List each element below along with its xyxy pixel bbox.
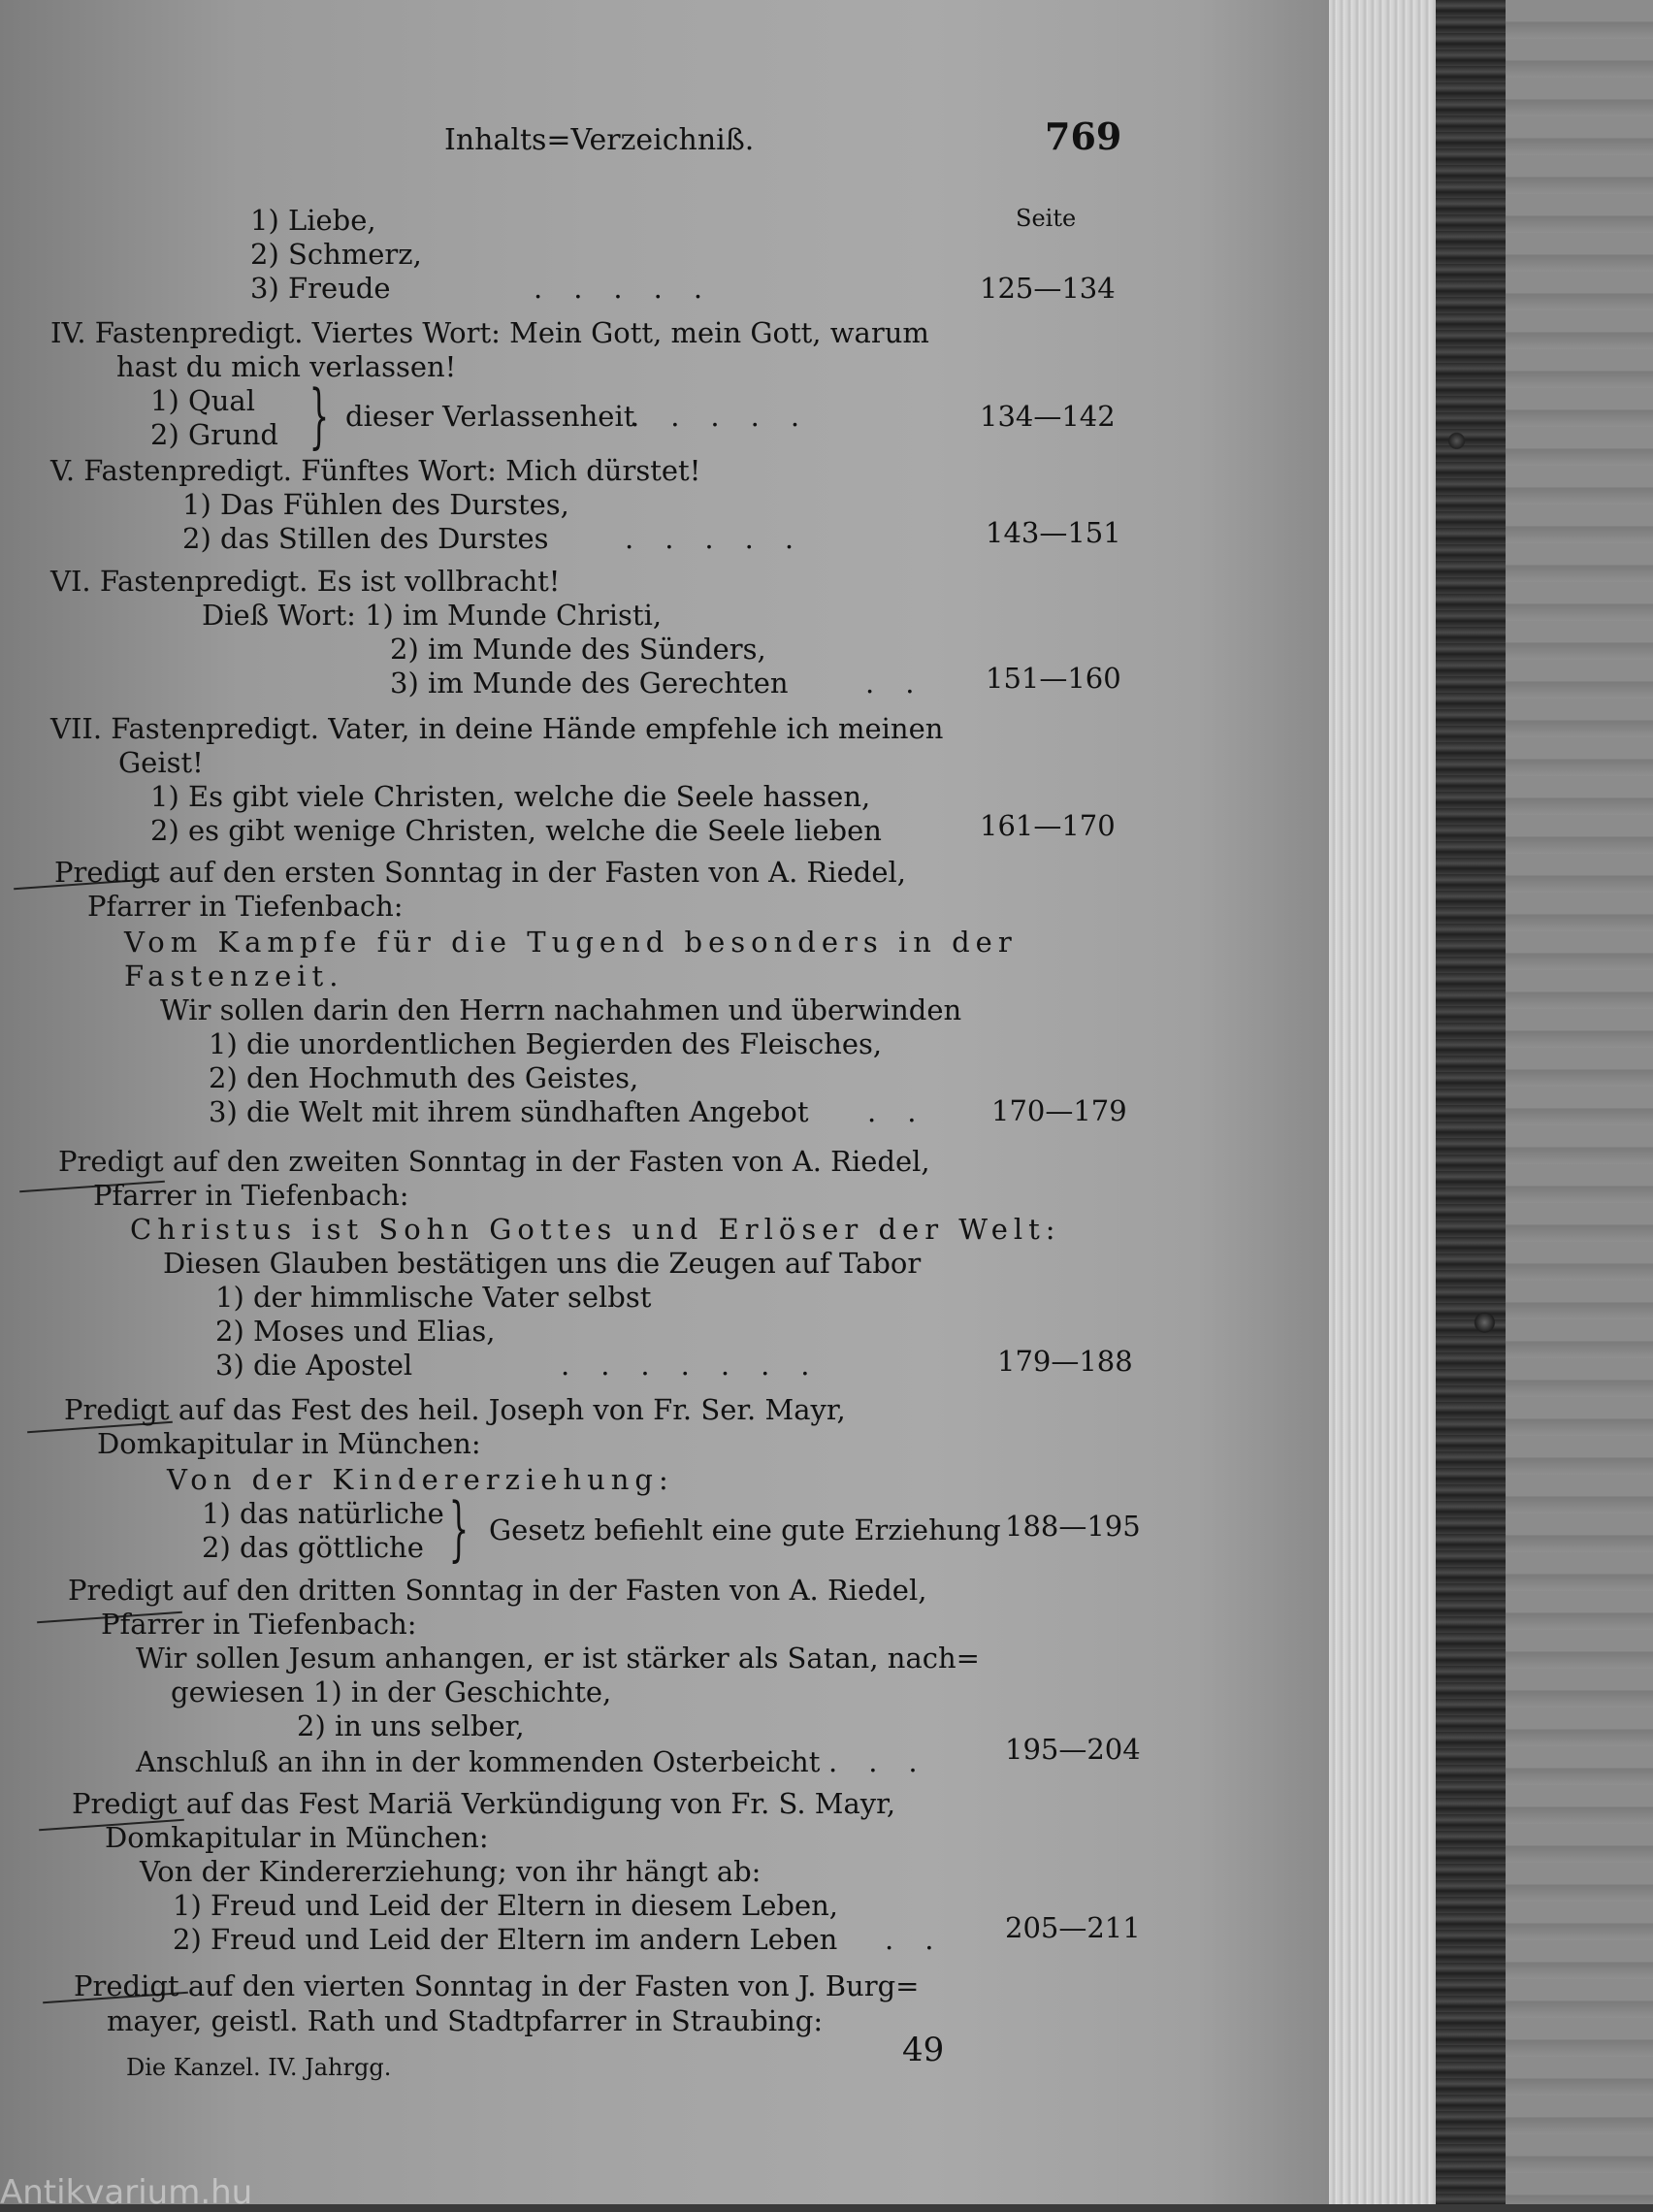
entry-line: 2) das göttliche [202, 1531, 424, 1564]
entry-line: 2) Schmerz, [250, 238, 422, 271]
page-number: 769 [1045, 114, 1122, 158]
entry-line: Pfarrer in Tiefenbach: [101, 1608, 417, 1641]
entry-line: Dieß Wort: 1) im Munde Christi, [202, 599, 663, 632]
entry-line: Wir sollen Jesum anhangen, er ist stärker als Satan, nach= [136, 1642, 980, 1675]
sermon-title: Von der Kindererziehung: [167, 1463, 674, 1496]
signature-mark: 49 [902, 2031, 945, 2069]
entry-line: 1) die unordentlichen Begierden des Fleisches, [209, 1027, 883, 1060]
leader-dots: .. [865, 667, 946, 699]
entry-line: Diesen Glauben bestätigen uns die Zeugen auf Tabor [163, 1247, 922, 1280]
entry-line: Geist! [118, 746, 204, 779]
entry-line: hast du mich verlassen! [116, 350, 457, 383]
page-range: 161—170 [980, 809, 1116, 842]
entry-line: 1) der himmlische Vater selbst [215, 1281, 652, 1314]
entry-line: Gesetz befiehlt eine gute Erziehung [489, 1513, 1001, 1546]
page-range: 125—134 [980, 272, 1116, 305]
sermon-title: Fastenzeit. [124, 960, 344, 992]
entry-heading: Predigt auf den zweiten Sonntag in der Fasten von A. Riedel, [58, 1145, 930, 1178]
book-spine [1436, 0, 1506, 2204]
leader-dots: .. [885, 1923, 965, 1956]
entry-line: Wir sollen darin den Herrn nachahmen und überwinden [160, 993, 962, 1026]
entry-line: dieser Verlassenheit [345, 400, 635, 433]
sermon-title: Christus ist Sohn Gottes und Erlöser der Welt: [130, 1213, 1061, 1246]
entry-line: 1) das natürliche [202, 1497, 444, 1530]
entry-line: 1) Qual [150, 384, 255, 417]
page-range: 151—160 [986, 662, 1121, 695]
entry-line: 3) im Munde des Gerechten [390, 667, 789, 699]
background-board [1506, 0, 1653, 2204]
entry-line: Domkapitular in München: [97, 1427, 481, 1460]
entry-heading: Predigt auf den ersten Sonntag in der Fasten von A. Riedel, [54, 856, 907, 889]
entry-heading: Predigt auf das Fest Mariä Verkündigung von Fr. S. Mayr, [72, 1787, 896, 1820]
entry-line: Von der Kindererziehung; von ihr hängt ab: [140, 1855, 762, 1888]
entry-line: 2) den Hochmuth des Geistes, [209, 1061, 639, 1094]
leader-dots: .. [867, 1095, 948, 1128]
leader-dots: ....... [561, 1349, 841, 1382]
entry-line: Pfarrer in Tiefenbach: [87, 890, 404, 923]
seite-label: Seite [1016, 205, 1077, 232]
entry-line: Pfarrer in Tiefenbach: [93, 1179, 409, 1212]
leader-dots: ..... [625, 522, 826, 555]
entry-heading: VII. Fastenpredigt. Vater, in deine Hände empfehle ich meinen [50, 712, 944, 745]
page-range: 205—211 [1005, 1911, 1141, 1944]
page-range: 195—204 [1005, 1733, 1141, 1766]
page-edges [1329, 0, 1436, 2204]
entry-line: 2) Grund [150, 418, 278, 451]
entry-line: Domkapitular in München: [105, 1821, 489, 1854]
entry-line: 3) die Welt mit ihrem sündhaften Angebot [209, 1095, 809, 1128]
entry-line: 2) das Stillen des Durstes [182, 522, 549, 555]
entry-line: 2) im Munde des Sünders, [390, 633, 766, 666]
watermark: Antikvarium.hu [0, 2173, 253, 2212]
page-range: 188—195 [1005, 1510, 1141, 1543]
entry-line: 1) Das Fühlen des Durstes, [182, 488, 569, 521]
entry-line: 1) Es gibt viele Christen, welche die Seele hassen, [150, 780, 871, 813]
page-range: 179—188 [997, 1345, 1133, 1378]
entry-heading: Predigt auf den vierten Sonntag in der Fasten von J. Burg= [74, 1969, 920, 2002]
entry-line: 1) Liebe, [250, 204, 376, 237]
entry-line: 2) es gibt wenige Christen, welche die Seele lieben [150, 814, 882, 847]
entry-line: 3) Freude [250, 272, 391, 305]
leader-dots: ..... [631, 400, 831, 433]
entry-heading: Predigt auf das Fest des heil. Joseph von Fr. Ser. Mayr, [64, 1393, 846, 1426]
leader-dots: ... [828, 1745, 949, 1778]
leader-dots: ..... [534, 272, 734, 305]
footer-title: Die Kanzel. IV. Jahrgg. [126, 2054, 392, 2081]
entry-line: 3) die Apostel [215, 1349, 413, 1382]
entry-line: mayer, geistl. Rath und Stadtpfarrer in Straubing: [107, 2004, 824, 2037]
entry-heading: Predigt auf den dritten Sonntag in der Fasten von A. Riedel, [68, 1574, 927, 1607]
entry-line: 2) Freud und Leid der Eltern im andern Leben [173, 1923, 838, 1956]
page-range: 143—151 [986, 516, 1121, 549]
entry-line: 2) in uns selber, [297, 1709, 525, 1742]
entry-line: 2) Moses und Elias, [215, 1315, 496, 1348]
entry-heading: IV. Fastenpredigt. Viertes Wort: Mein Gott, mein Gott, warum [50, 316, 929, 349]
entry-line: gewiesen 1) in der Geschichte, [171, 1675, 612, 1708]
brace-icon: } [308, 374, 330, 456]
sermon-title: Vom Kampfe für die Tugend besonders in der [124, 926, 1018, 959]
entry-heading: VI. Fastenpredigt. Es ist vollbracht! [50, 565, 561, 598]
running-header: Inhalts=Verzeichniß. [444, 123, 755, 157]
page-range: 134—142 [980, 400, 1116, 433]
page-range: 170—179 [991, 1094, 1127, 1127]
entry-line: Anschluß an ihn in der kommenden Osterbeicht [136, 1745, 821, 1778]
entry-line: 1) Freud und Leid der Eltern in diesem Leben, [173, 1889, 839, 1922]
brace-icon: } [448, 1487, 470, 1569]
entry-heading: V. Fastenpredigt. Fünftes Wort: Mich dürstet! [50, 454, 701, 487]
